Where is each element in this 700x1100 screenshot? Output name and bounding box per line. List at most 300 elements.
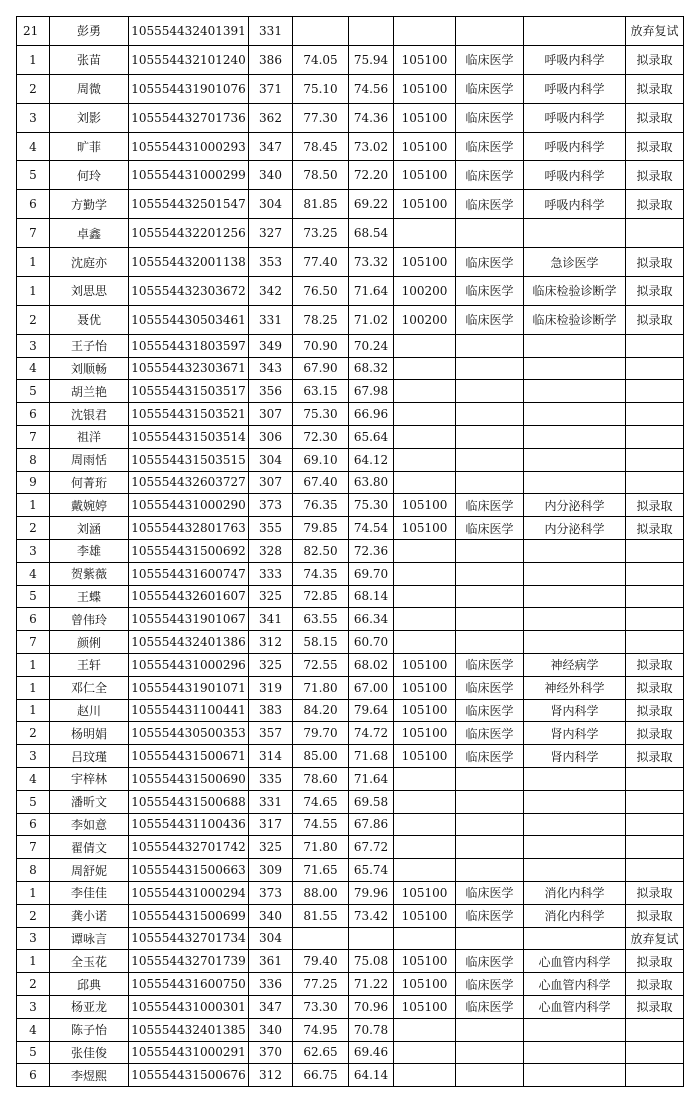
rank-cell: 5: [17, 161, 50, 190]
name-cell: 周雨恬: [50, 448, 129, 471]
name-cell: 全玉花: [50, 950, 129, 973]
major-code-cell: [394, 608, 456, 631]
retest-score-cell: 82.50: [293, 539, 349, 562]
major-code-cell: [394, 859, 456, 882]
retest-score-cell: 74.05: [293, 45, 349, 74]
result-cell: [626, 425, 684, 448]
major-code-cell: 105100: [394, 45, 456, 74]
research-direction-cell: [524, 767, 626, 790]
research-direction-cell: [524, 357, 626, 380]
rank-cell: 3: [17, 927, 50, 950]
major-code-cell: 105100: [394, 950, 456, 973]
retest-score-cell: 69.10: [293, 448, 349, 471]
research-direction-cell: 消化内科学: [524, 881, 626, 904]
exam-id-cell: 105554432201256: [129, 219, 249, 248]
research-direction-cell: [524, 790, 626, 813]
result-cell: [626, 357, 684, 380]
name-cell: 王子怡: [50, 334, 129, 357]
name-cell: 李雄: [50, 539, 129, 562]
retest-score-cell: 72.85: [293, 585, 349, 608]
initial-score-cell: 304: [249, 927, 293, 950]
rank-cell: 7: [17, 219, 50, 248]
result-cell: 拟录取: [626, 277, 684, 306]
research-direction-cell: [524, 471, 626, 494]
result-cell: [626, 539, 684, 562]
retest-score-cell: 79.70: [293, 722, 349, 745]
retest-score-cell: 72.30: [293, 425, 349, 448]
rank-cell: 7: [17, 425, 50, 448]
total-score-cell: 67.72: [349, 836, 394, 859]
exam-id-cell: 105554432401386: [129, 631, 249, 654]
table-row: [17, 305, 684, 334]
initial-score-cell: 312: [249, 1064, 293, 1087]
table-row: [17, 190, 684, 219]
name-cell: 李佳佳: [50, 881, 129, 904]
name-cell: 旷菲: [50, 132, 129, 161]
result-cell: [626, 471, 684, 494]
table-row: [17, 631, 684, 654]
major-code-cell: [394, 357, 456, 380]
total-score-cell: 67.98: [349, 380, 394, 403]
exam-id-cell: 105554432701734: [129, 927, 249, 950]
retest-score-cell: 75.30: [293, 403, 349, 426]
result-cell: [626, 1041, 684, 1064]
major-code-cell: [394, 539, 456, 562]
research-direction-cell: 肾内科学: [524, 699, 626, 722]
rank-cell: 2: [17, 517, 50, 540]
retest-score-cell: 85.00: [293, 745, 349, 768]
name-cell: 王轩: [50, 653, 129, 676]
initial-score-cell: 370: [249, 1041, 293, 1064]
initial-score-cell: 340: [249, 904, 293, 927]
result-cell: 拟录取: [626, 699, 684, 722]
rank-cell: 6: [17, 813, 50, 836]
exam-id-cell: 105554431503514: [129, 425, 249, 448]
result-cell: 拟录取: [626, 494, 684, 517]
result-cell: [626, 219, 684, 248]
name-cell: 邓仁全: [50, 676, 129, 699]
table-row: [17, 1064, 684, 1087]
table-row: [17, 539, 684, 562]
exam-id-cell: 105554431600747: [129, 562, 249, 585]
total-score-cell: 67.00: [349, 676, 394, 699]
rank-cell: 4: [17, 132, 50, 161]
name-cell: 刘思思: [50, 277, 129, 306]
research-direction-cell: 心血管内科学: [524, 995, 626, 1018]
exam-id-cell: 105554431000294: [129, 881, 249, 904]
initial-score-cell: 309: [249, 859, 293, 882]
table-row: [17, 562, 684, 585]
exam-id-cell: 105554432401391: [129, 17, 249, 46]
major-code-cell: [394, 927, 456, 950]
exam-id-cell: 105554431803597: [129, 334, 249, 357]
name-cell: 潘昕文: [50, 790, 129, 813]
major-code-cell: 105100: [394, 190, 456, 219]
retest-score-cell: 88.00: [293, 881, 349, 904]
name-cell: 何菁珩: [50, 471, 129, 494]
major-code-cell: [394, 448, 456, 471]
rank-cell: 1: [17, 277, 50, 306]
research-direction-cell: [524, 585, 626, 608]
exam-id-cell: 105554431100441: [129, 699, 249, 722]
major-name-cell: 临床医学: [456, 190, 524, 219]
major-name-cell: [456, 357, 524, 380]
research-direction-cell: 内分泌科学: [524, 494, 626, 517]
initial-score-cell: 312: [249, 631, 293, 654]
major-code-cell: [394, 334, 456, 357]
rank-cell: 2: [17, 305, 50, 334]
name-cell: 谭咏言: [50, 927, 129, 950]
retest-score-cell: 67.90: [293, 357, 349, 380]
result-cell: [626, 585, 684, 608]
research-direction-cell: 呼吸内科学: [524, 190, 626, 219]
total-score-cell: 60.70: [349, 631, 394, 654]
total-score-cell: 69.58: [349, 790, 394, 813]
admission-table: [16, 16, 684, 1087]
major-name-cell: [456, 1018, 524, 1041]
total-score-cell: 79.96: [349, 881, 394, 904]
retest-score-cell: 77.40: [293, 248, 349, 277]
major-code-cell: [394, 425, 456, 448]
exam-id-cell: 105554431500676: [129, 1064, 249, 1087]
major-code-cell: [394, 813, 456, 836]
research-direction-cell: [524, 17, 626, 46]
major-code-cell: 105100: [394, 995, 456, 1018]
major-code-cell: [394, 1018, 456, 1041]
major-name-cell: [456, 448, 524, 471]
exam-id-cell: 105554431000299: [129, 161, 249, 190]
rank-cell: 4: [17, 767, 50, 790]
result-cell: 拟录取: [626, 653, 684, 676]
exam-id-cell: 105554431503517: [129, 380, 249, 403]
name-cell: 李如意: [50, 813, 129, 836]
rank-cell: 7: [17, 631, 50, 654]
research-direction-cell: 消化内科学: [524, 904, 626, 927]
table-row: [17, 653, 684, 676]
major-name-cell: 临床医学: [456, 103, 524, 132]
rank-cell: 1: [17, 676, 50, 699]
table-row: [17, 927, 684, 950]
initial-score-cell: 353: [249, 248, 293, 277]
name-cell: 祖洋: [50, 425, 129, 448]
table-row: [17, 608, 684, 631]
rank-cell: 5: [17, 585, 50, 608]
research-direction-cell: [524, 539, 626, 562]
table-row: [17, 676, 684, 699]
exam-id-cell: 105554430503461: [129, 305, 249, 334]
retest-score-cell: 70.90: [293, 334, 349, 357]
rank-cell: 8: [17, 448, 50, 471]
table-row: [17, 881, 684, 904]
exam-id-cell: 105554432501547: [129, 190, 249, 219]
total-score-cell: 74.72: [349, 722, 394, 745]
initial-score-cell: 386: [249, 45, 293, 74]
rank-cell: 2: [17, 722, 50, 745]
total-score-cell: 70.78: [349, 1018, 394, 1041]
rank-cell: 4: [17, 1018, 50, 1041]
table-row: [17, 17, 684, 46]
table-row: [17, 973, 684, 996]
exam-id-cell: 105554431600750: [129, 973, 249, 996]
result-cell: 拟录取: [626, 190, 684, 219]
major-name-cell: [456, 471, 524, 494]
total-score-cell: 68.02: [349, 653, 394, 676]
retest-score-cell: 71.80: [293, 836, 349, 859]
major-code-cell: [394, 562, 456, 585]
major-code-cell: 105100: [394, 103, 456, 132]
retest-score-cell: 58.15: [293, 631, 349, 654]
initial-score-cell: 340: [249, 1018, 293, 1041]
exam-id-cell: 105554432303672: [129, 277, 249, 306]
table-row: [17, 904, 684, 927]
name-cell: 刘涵: [50, 517, 129, 540]
initial-score-cell: 307: [249, 471, 293, 494]
research-direction-cell: 呼吸内科学: [524, 45, 626, 74]
major-name-cell: 临床医学: [456, 995, 524, 1018]
major-name-cell: [456, 425, 524, 448]
total-score-cell: 64.14: [349, 1064, 394, 1087]
initial-score-cell: 341: [249, 608, 293, 631]
table-row: [17, 103, 684, 132]
table-body: [17, 17, 684, 1087]
total-score-cell: 75.08: [349, 950, 394, 973]
name-cell: 杨亚龙: [50, 995, 129, 1018]
name-cell: 何玲: [50, 161, 129, 190]
retest-score-cell: 76.50: [293, 277, 349, 306]
initial-score-cell: 335: [249, 767, 293, 790]
initial-score-cell: 342: [249, 277, 293, 306]
rank-cell: 8: [17, 859, 50, 882]
major-name-cell: [456, 562, 524, 585]
admission-list-container: [16, 16, 684, 1087]
research-direction-cell: 临床检验诊断学: [524, 277, 626, 306]
total-score-cell: 69.46: [349, 1041, 394, 1064]
result-cell: [626, 403, 684, 426]
result-cell: 拟录取: [626, 904, 684, 927]
retest-score-cell: 74.95: [293, 1018, 349, 1041]
total-score-cell: 67.86: [349, 813, 394, 836]
name-cell: 王蝶: [50, 585, 129, 608]
major-name-cell: [456, 17, 524, 46]
initial-score-cell: 361: [249, 950, 293, 973]
result-cell: 拟录取: [626, 881, 684, 904]
total-score-cell: 73.32: [349, 248, 394, 277]
result-cell: [626, 836, 684, 859]
table-row: [17, 380, 684, 403]
major-code-cell: 100200: [394, 305, 456, 334]
major-name-cell: 临床医学: [456, 277, 524, 306]
table-row: [17, 494, 684, 517]
major-code-cell: [394, 767, 456, 790]
name-cell: 沈银君: [50, 403, 129, 426]
major-code-cell: [394, 380, 456, 403]
result-cell: [626, 608, 684, 631]
table-row: [17, 836, 684, 859]
initial-score-cell: 317: [249, 813, 293, 836]
retest-score-cell: 81.85: [293, 190, 349, 219]
research-direction-cell: [524, 927, 626, 950]
retest-score-cell: 77.25: [293, 973, 349, 996]
major-code-cell: 105100: [394, 132, 456, 161]
exam-id-cell: 105554431100436: [129, 813, 249, 836]
rank-cell: 1: [17, 881, 50, 904]
exam-id-cell: 105554432001138: [129, 248, 249, 277]
table-row: [17, 161, 684, 190]
result-cell: 拟录取: [626, 74, 684, 103]
name-cell: 刘影: [50, 103, 129, 132]
retest-score-cell: 74.65: [293, 790, 349, 813]
initial-score-cell: 331: [249, 305, 293, 334]
exam-id-cell: 105554432801763: [129, 517, 249, 540]
rank-cell: 3: [17, 334, 50, 357]
total-score-cell: 75.94: [349, 45, 394, 74]
retest-score-cell: 78.45: [293, 132, 349, 161]
total-score-cell: 64.12: [349, 448, 394, 471]
initial-score-cell: 355: [249, 517, 293, 540]
major-name-cell: 临床医学: [456, 74, 524, 103]
total-score-cell: 65.74: [349, 859, 394, 882]
exam-id-cell: 105554431503521: [129, 403, 249, 426]
table-row: [17, 277, 684, 306]
result-cell: [626, 790, 684, 813]
rank-cell: 1: [17, 699, 50, 722]
major-name-cell: [456, 1041, 524, 1064]
result-cell: 拟录取: [626, 248, 684, 277]
total-score-cell: 71.64: [349, 767, 394, 790]
research-direction-cell: 神经外科学: [524, 676, 626, 699]
major-code-cell: 105100: [394, 722, 456, 745]
retest-score-cell: [293, 927, 349, 950]
research-direction-cell: [524, 403, 626, 426]
name-cell: 戴婉婷: [50, 494, 129, 517]
retest-score-cell: 76.35: [293, 494, 349, 517]
total-score-cell: 71.68: [349, 745, 394, 768]
exam-id-cell: 105554430500353: [129, 722, 249, 745]
major-code-cell: 105100: [394, 904, 456, 927]
initial-score-cell: 319: [249, 676, 293, 699]
rank-cell: 6: [17, 608, 50, 631]
name-cell: 邱典: [50, 973, 129, 996]
total-score-cell: 79.64: [349, 699, 394, 722]
result-cell: [626, 1018, 684, 1041]
initial-score-cell: 336: [249, 973, 293, 996]
major-name-cell: 临床医学: [456, 676, 524, 699]
total-score-cell: [349, 927, 394, 950]
research-direction-cell: 呼吸内科学: [524, 74, 626, 103]
rank-cell: 1: [17, 494, 50, 517]
table-row: [17, 1041, 684, 1064]
name-cell: 张佳俊: [50, 1041, 129, 1064]
total-score-cell: 68.14: [349, 585, 394, 608]
rank-cell: 1: [17, 248, 50, 277]
total-score-cell: 74.56: [349, 74, 394, 103]
retest-score-cell: 79.40: [293, 950, 349, 973]
total-score-cell: 73.02: [349, 132, 394, 161]
major-name-cell: [456, 859, 524, 882]
total-score-cell: 70.96: [349, 995, 394, 1018]
rank-cell: 4: [17, 357, 50, 380]
rank-cell: 1: [17, 653, 50, 676]
research-direction-cell: [524, 608, 626, 631]
initial-score-cell: 357: [249, 722, 293, 745]
major-code-cell: [394, 631, 456, 654]
table-row: [17, 471, 684, 494]
research-direction-cell: 心血管内科学: [524, 973, 626, 996]
major-code-cell: [394, 790, 456, 813]
name-cell: 曾伟玲: [50, 608, 129, 631]
major-code-cell: [394, 585, 456, 608]
table-row: [17, 248, 684, 277]
retest-score-cell: 66.75: [293, 1064, 349, 1087]
rank-cell: 3: [17, 745, 50, 768]
major-name-cell: 临床医学: [456, 699, 524, 722]
result-cell: 拟录取: [626, 995, 684, 1018]
research-direction-cell: 内分泌科学: [524, 517, 626, 540]
major-code-cell: 105100: [394, 74, 456, 103]
major-code-cell: 105100: [394, 161, 456, 190]
exam-id-cell: 105554431500671: [129, 745, 249, 768]
table-row: [17, 790, 684, 813]
major-name-cell: 临床医学: [456, 745, 524, 768]
total-score-cell: 66.96: [349, 403, 394, 426]
total-score-cell: 71.64: [349, 277, 394, 306]
total-score-cell: 68.54: [349, 219, 394, 248]
initial-score-cell: 343: [249, 357, 293, 380]
table-row: [17, 1018, 684, 1041]
initial-score-cell: 331: [249, 17, 293, 46]
total-score-cell: 69.22: [349, 190, 394, 219]
rank-cell: 5: [17, 790, 50, 813]
initial-score-cell: 362: [249, 103, 293, 132]
table-row: [17, 745, 684, 768]
total-score-cell: 71.02: [349, 305, 394, 334]
major-name-cell: [456, 585, 524, 608]
name-cell: 张苗: [50, 45, 129, 74]
retest-score-cell: 67.40: [293, 471, 349, 494]
major-name-cell: [456, 380, 524, 403]
table-row: [17, 219, 684, 248]
major-name-cell: 临床医学: [456, 973, 524, 996]
exam-id-cell: 105554431500688: [129, 790, 249, 813]
research-direction-cell: [524, 1064, 626, 1087]
major-code-cell: [394, 219, 456, 248]
exam-id-cell: 105554432601607: [129, 585, 249, 608]
major-code-cell: [394, 403, 456, 426]
research-direction-cell: 急诊医学: [524, 248, 626, 277]
rank-cell: 2: [17, 973, 50, 996]
result-cell: [626, 448, 684, 471]
table-row: [17, 403, 684, 426]
major-code-cell: [394, 836, 456, 859]
result-cell: 拟录取: [626, 973, 684, 996]
major-name-cell: 临床医学: [456, 494, 524, 517]
rank-cell: 6: [17, 190, 50, 219]
initial-score-cell: 371: [249, 74, 293, 103]
result-cell: [626, 334, 684, 357]
name-cell: 龚小诺: [50, 904, 129, 927]
major-name-cell: 临床医学: [456, 881, 524, 904]
table-row: [17, 859, 684, 882]
table-row: [17, 722, 684, 745]
total-score-cell: 66.34: [349, 608, 394, 631]
major-code-cell: [394, 17, 456, 46]
research-direction-cell: [524, 1018, 626, 1041]
retest-score-cell: 73.25: [293, 219, 349, 248]
result-cell: [626, 631, 684, 654]
rank-cell: 1: [17, 45, 50, 74]
name-cell: 赵川: [50, 699, 129, 722]
retest-score-cell: 77.30: [293, 103, 349, 132]
